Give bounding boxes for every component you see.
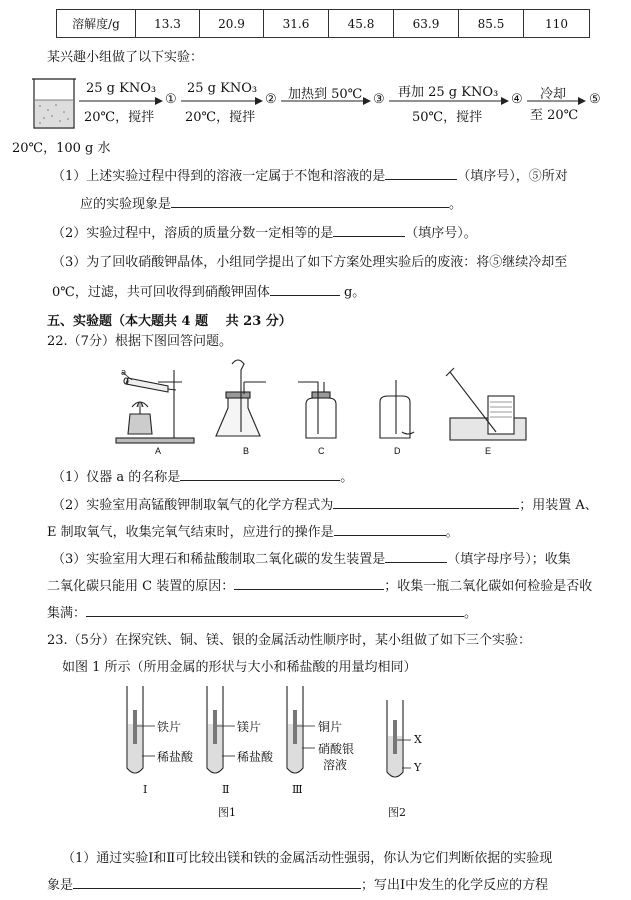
apparatus-e-icon [446, 368, 526, 440]
tube2-liquid-label: 稀盐酸 [237, 750, 274, 764]
q22-p3-text-e: 集满： [47, 606, 87, 621]
q22-part2-line1 [52, 494, 598, 513]
test-tube-icon [127, 686, 155, 773]
q22-p2-text-d: 。 [445, 525, 459, 540]
table-cell: 110 [524, 10, 590, 38]
q21-part3-line2 [52, 281, 365, 300]
solubility-table [56, 9, 590, 38]
q23-part1-line1: （1）通过实验Ⅰ和Ⅱ可比较出镁和铁的金属活动性强弱，你认为它们判断依据的实验现 [62, 851, 553, 866]
q21-p1-text-a: （1）上述实验过程中得到的溶液一定属于不饱和溶液的是 [52, 169, 386, 184]
q21-p1-text-b: （填序号），⑤所对 [457, 169, 568, 184]
apparatus-label-e: E [485, 446, 492, 456]
step3-top: 加热到 50℃ [288, 87, 363, 102]
answer-blank[interactable] [234, 575, 384, 590]
tube3-liquid-label2: 溶液 [323, 758, 348, 772]
answer-blank[interactable] [270, 281, 340, 296]
tube1-roman: Ⅰ [143, 783, 148, 796]
apparatus-b-icon [216, 360, 266, 436]
answer-blank[interactable] [86, 602, 464, 617]
q22-p2-text-b: ；用装置 A、 [519, 498, 598, 513]
answer-blank[interactable] [333, 494, 519, 509]
step4-bottom: 50℃，搅拌 [412, 110, 483, 125]
q21-part1-line2 [80, 193, 462, 212]
answer-blank[interactable] [73, 874, 361, 889]
q22-p2-text-c: E 制取氧气，收集完氧气结束时，应进行的操作是 [47, 525, 334, 540]
fig1-caption: 图1 [218, 806, 236, 819]
q22-part3-line1 [52, 548, 571, 567]
q21-intro: 某兴趣小组做了以下实验： [47, 50, 204, 65]
tube2-roman: Ⅱ [222, 783, 230, 796]
apparatus-label-c: C [318, 446, 325, 456]
apparatus-d-icon [380, 380, 414, 438]
step1-bottom: 20℃，搅拌 [84, 110, 155, 125]
answer-blank[interactable] [171, 193, 449, 208]
q22-part2-line2 [47, 521, 459, 540]
test-tube-icon [207, 686, 235, 773]
q21-part2 [52, 222, 477, 241]
beaker-icon [32, 79, 76, 128]
step1-result: ① [165, 92, 177, 107]
test-tube-icon [287, 686, 315, 773]
q23-figure1 [115, 680, 415, 790]
q22-p3-text-b: （填字母序号）；收集 [447, 552, 571, 567]
q22-p1-text-b: 。 [340, 470, 354, 485]
step5-result: ⑤ [589, 92, 601, 107]
q22-part3-line2 [47, 575, 592, 594]
q22-p3-text-c: 二氧化碳只能用 C 装置的原因： [47, 579, 235, 594]
step5-top: 冷却 [540, 87, 567, 102]
fig2-caption: 图2 [388, 806, 406, 819]
q22-p3-text-d: ；收集一瓶二氧化碳如何检验是否收 [384, 579, 593, 594]
q22-p3-text-a: （3）实验室用大理石和稀盐酸制取二氧化碳的发生装置是 [52, 552, 386, 567]
tube3-roman: Ⅲ [292, 783, 303, 796]
answer-blank[interactable] [180, 466, 340, 481]
table-cell: 31.6 [264, 10, 329, 38]
step3-result: ③ [373, 92, 385, 107]
table-cell: 63.9 [394, 10, 459, 38]
apparatus-label-d: D [394, 446, 401, 456]
step2-result: ② [265, 92, 277, 107]
answer-blank[interactable] [385, 165, 457, 180]
q22-part1 [52, 466, 353, 485]
apparatus-a-icon [116, 370, 194, 443]
step5-bottom: 至 20℃ [530, 108, 579, 123]
q23-p1-text-c: ；写出Ⅰ中发生的化学反应的方程 [361, 878, 549, 893]
q21-p3-text-c: g。 [343, 285, 366, 300]
table-cell: 45.8 [329, 10, 394, 38]
q23-p1-text-b: 象是 [47, 878, 74, 893]
table-cell: 13.3 [136, 10, 200, 38]
fig2-label-y: Y [414, 761, 422, 774]
apparatus-c-icon [298, 382, 336, 438]
table-cell: 85.5 [459, 10, 524, 38]
step1-top: 25 g KNO₃ [86, 81, 157, 96]
tube3-liquid-label: 硝酸银 [318, 742, 355, 756]
q21-p3-text-b: 0℃，过滤，共可回收得到硝酸钾固体 [52, 285, 270, 300]
table-header-cell: 溶解度/g [57, 10, 136, 38]
q21-part1-line1 [52, 165, 568, 184]
q21-p1-text-d: 。 [449, 197, 463, 212]
q22-p1-text-a: （1）仪器 a 的名称是 [52, 470, 181, 485]
step2-top: 25 g KNO₃ [187, 81, 258, 96]
q21-part3-line1: （3）为了回收硝酸钾晶体，小组同学提出了如下方案处理实验后的废液：将⑤继续冷却至 [52, 255, 568, 270]
q22-part3-line3 [47, 602, 477, 621]
q22-p3-text-f: 。 [464, 606, 478, 621]
q23-sub: 如图 1 所示（所用金属的形状与大小和稀盐酸的用量均相同） [62, 660, 417, 675]
answer-blank[interactable] [333, 222, 405, 237]
answer-blank[interactable] [385, 548, 447, 563]
tube2-metal-label: 镁片 [237, 720, 262, 734]
q22-p2-text-a: （2）实验室用高锰酸钾制取氧气的化学方程式为 [52, 498, 334, 513]
section-title: 五、实验题（本大题共 4 题 共 23 分） [47, 314, 292, 329]
fig2-label-x: X [414, 733, 422, 746]
table-row [57, 10, 590, 38]
q22-intro: 22.（7分）根据下图回答问题。 [47, 334, 232, 349]
answer-blank[interactable] [334, 521, 446, 536]
step4-result: ④ [511, 92, 523, 107]
apparatus-label-b: B [243, 446, 250, 456]
step2-bottom: 20℃，搅拌 [185, 110, 256, 125]
q21-p2-text-b: （填序号）。 [405, 226, 477, 241]
step4-top: 再加 25 g KNO₃ [398, 85, 499, 100]
tube1-liquid-label: 稀盐酸 [157, 750, 194, 764]
apparatus-label-a: A [155, 446, 162, 456]
q23-intro: 23.（5分）在探究铁、铜、镁、银的金属活动性顺序时，某小组做了如下三个实验： [47, 633, 531, 648]
table-cell: 20.9 [200, 10, 264, 38]
test-tube-fig2-icon [387, 700, 411, 777]
tube1-metal-label: 铁片 [157, 720, 182, 734]
q23-part1-line2 [47, 874, 548, 893]
tube3-metal-label: 铜片 [318, 720, 343, 734]
apparatus-marker-a: a [121, 368, 127, 378]
start-condition-label: 20℃，100 g 水 [12, 141, 111, 156]
q21-p2-text-a: （2）实验过程中，溶质的质量分数一定相等的是 [52, 226, 334, 241]
q21-p1-text-c: 应的实验现象是 [80, 197, 172, 212]
